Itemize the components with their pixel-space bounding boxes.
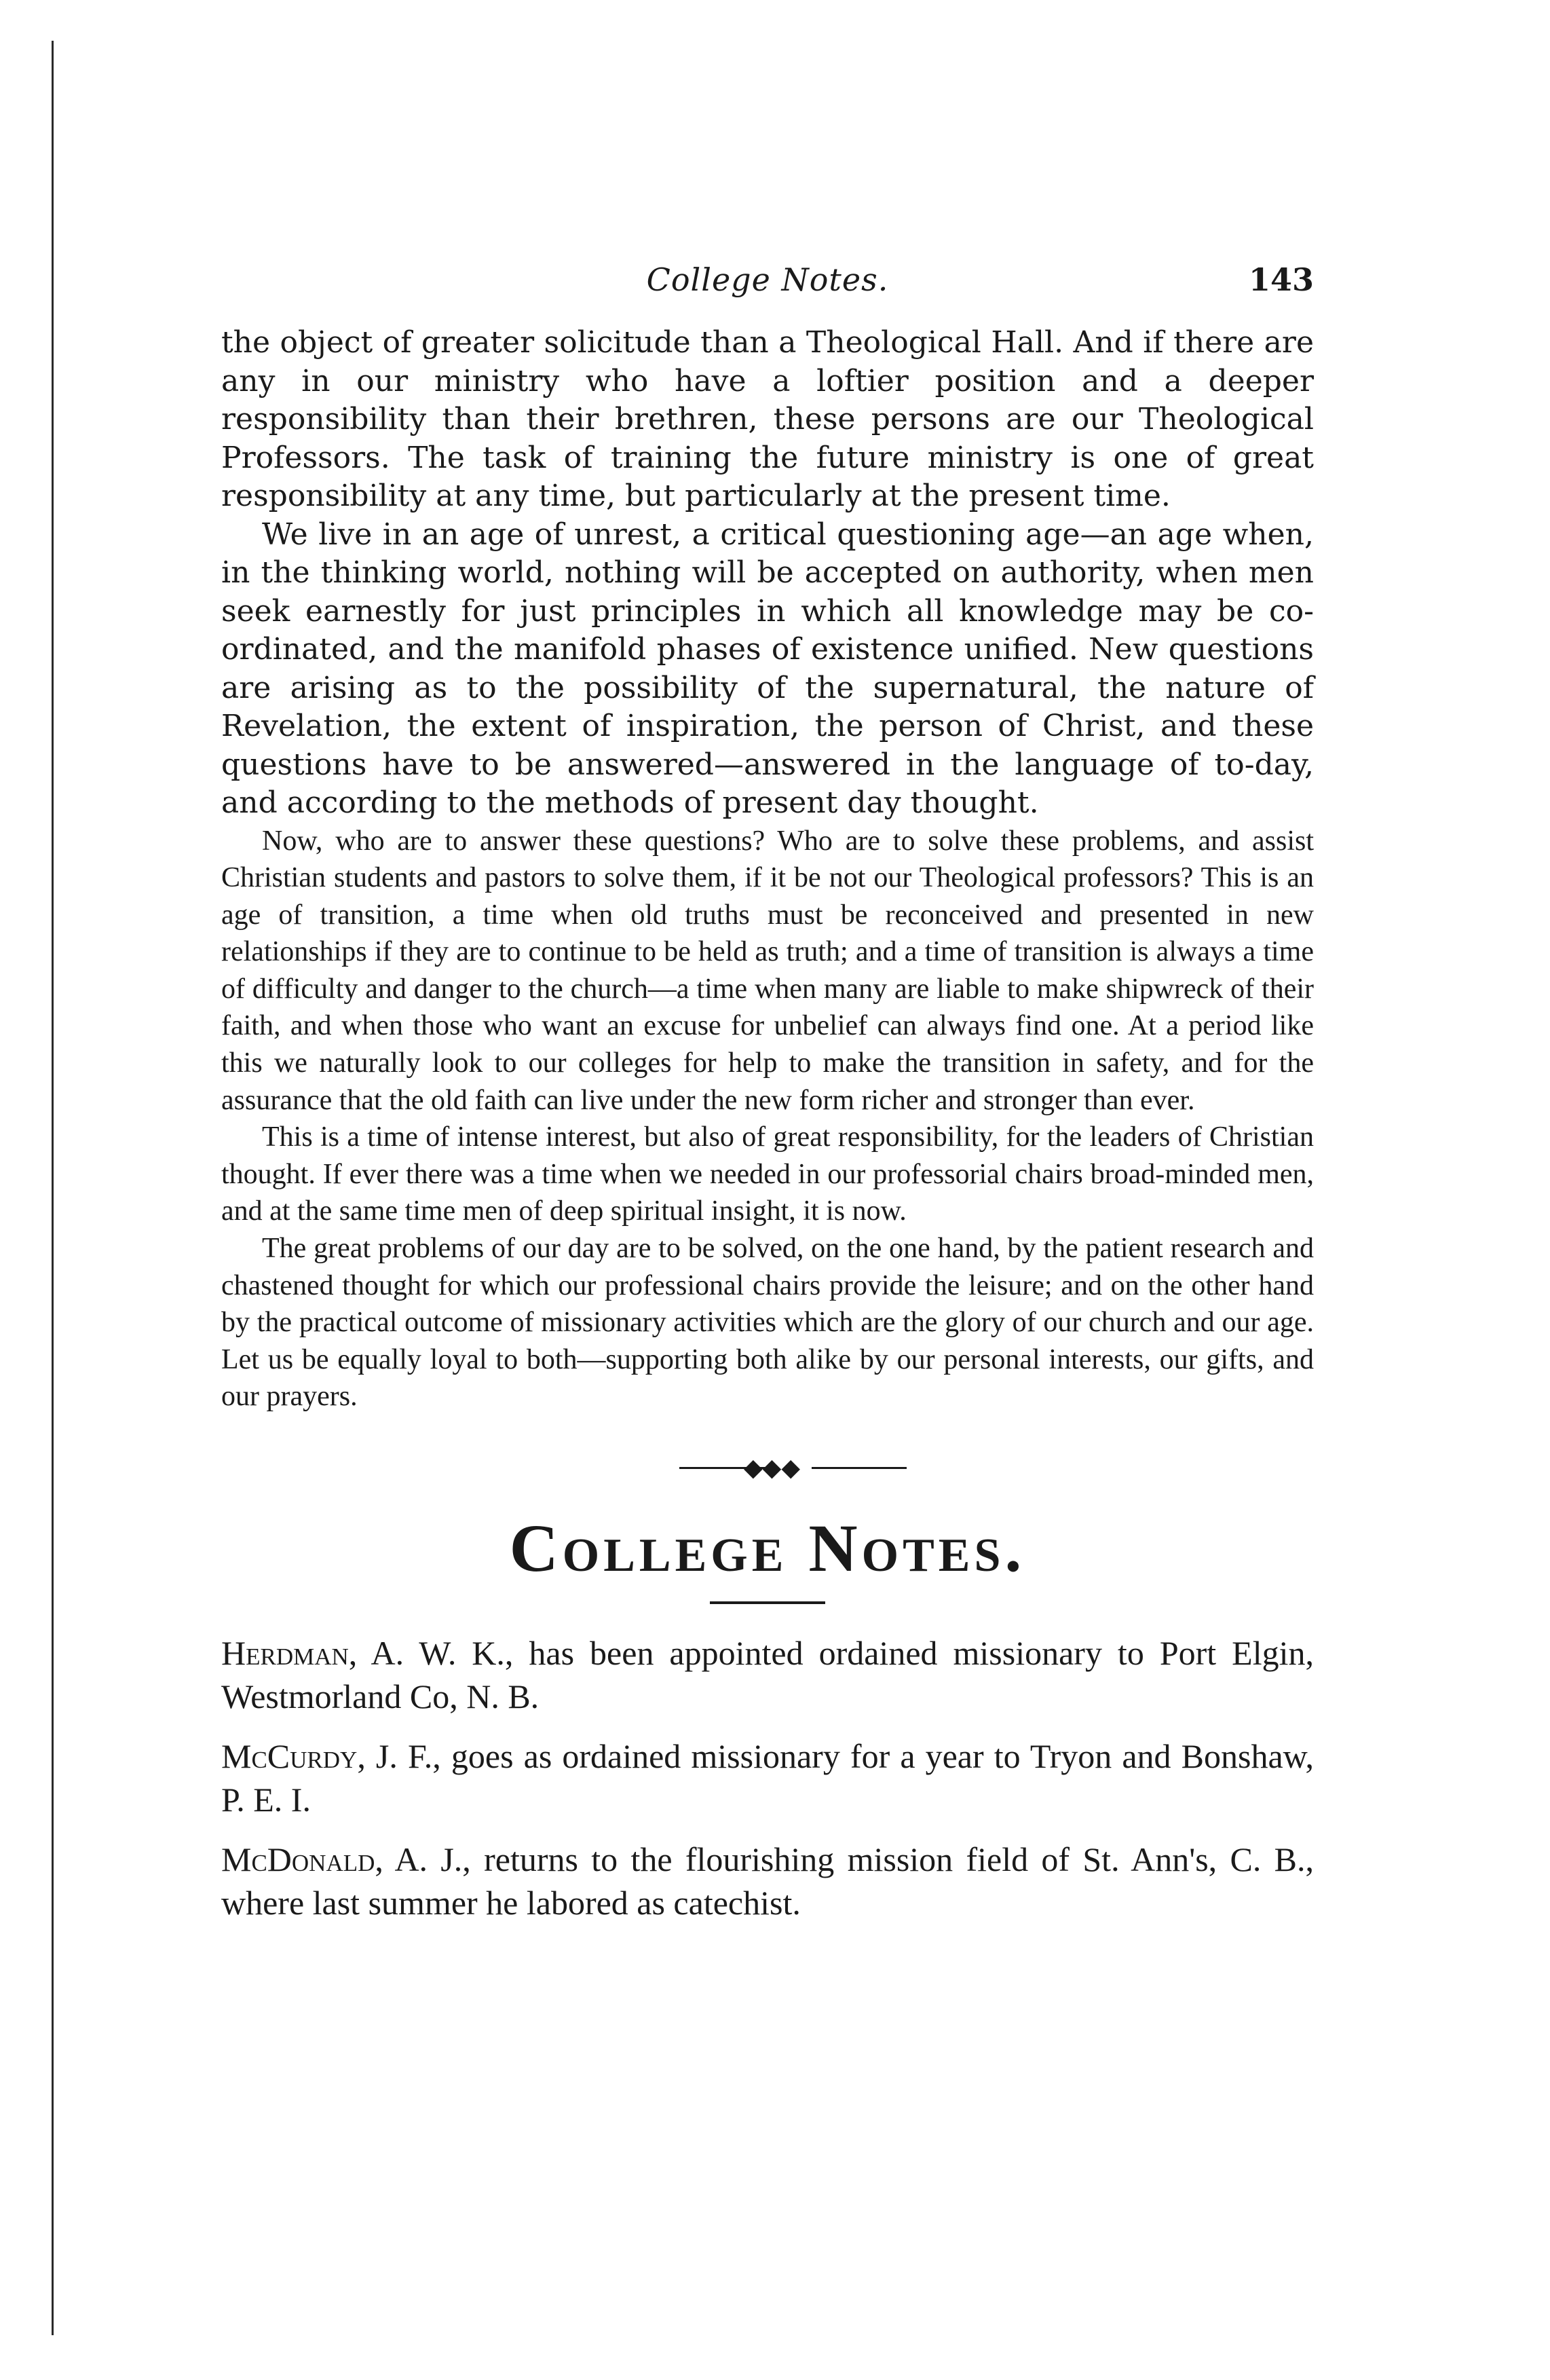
note-name: McCurdy, J. F.,: [221, 1737, 441, 1775]
scan-edge-line: [52, 41, 54, 2335]
page-content: [221, 261, 1314, 1941]
section-divider-ornament: [221, 1448, 1314, 1489]
page-number: 143: [1248, 261, 1314, 298]
body-paragraph-4: This is a time of intense interest, but also of great responsibility, for the leaders of Christian thought. If ever there was a time when we needed in our professorial chairs broad-minded men, and at the same time men of deep spiritual insight, it is now.: [221, 1121, 1314, 1227]
section-title: College Notes.: [509, 1510, 1026, 1586]
note-name: Herdman, A. W. K.,: [221, 1634, 514, 1672]
body-paragraph-5: The great problems of our day are to be solved, on the one hand, by the patient research and chastened thought for which our professional chairs provide the leisure; and on the other hand by the practical outcome of missionary activities which are the glory of our church and our age. Let us be equally loyal to both—supporting both alike by our personal interests, our gifts, and our prayers.: [221, 1233, 1314, 1413]
body-paragraph-2: We live in an age of unrest, a critical questioning age—an age when, in the thinking world, nothing will be accepted on authority, when men seek earnestly for just principles in which all knowledge may be co-ordinated, and the manifold phases of existence unified. New questions are arising as to the possibility of the supernatural, the nature of Revelation, the extent of inspiration, the person of Christ, and these questions have to be answered—answered in the language of to-day, and according to the methods of present day thought.: [221, 517, 1314, 820]
note-text: returns to the flourishing mission field of St. Ann's, C. B., where last summer he labored as catechist.: [221, 1840, 1314, 1922]
body-paragraph-1: the object of greater solicitude than a Theological Hall. And if there are any in our ministry who have a loftier position and a deeper responsibility than their brethren, these persons are our Theological Professors. The task of training the future ministry is one of great responsibility at any time, but particularly at the present time.: [221, 325, 1314, 513]
divider-rule-right: [812, 1467, 907, 1469]
note-text: has been appointed ordained missionary to Port Elgin, Westmorland Co, N. B.: [221, 1634, 1314, 1715]
running-head: [221, 261, 1314, 309]
note-name: McDonald, A. J.,: [221, 1840, 471, 1878]
divider-glyph: ◆◆◆: [744, 1454, 801, 1482]
note-entry-2: [221, 1734, 1314, 1821]
body-paragraph-3: Now, who are to answer these questions? Who are to solve these problems, and assist Christian students and pastors to solve them, if it be not our Theological professors? This is an age of transition, a time when old truths must be reconceived and presented in new relationships if they are to continue to be held as truth; and a time of transition is always a time of difficulty and danger to the church—a time when many are liable to make shipwreck of their faith, and when those who want an excuse for unbelief can always find one. At a period like this we naturally look to our colleges for help to make the transition in safety, and for the assurance that the old faith can live under the new form richer and stronger than ever.: [221, 825, 1314, 1116]
running-title: College Notes.: [646, 261, 889, 298]
section-title-rule: [710, 1601, 825, 1604]
note-entry-3: [221, 1838, 1314, 1925]
note-text: goes as ordained missionary for a year to Tryon and Bonshaw, P. E. I.: [221, 1737, 1314, 1819]
note-entry-1: [221, 1631, 1314, 1718]
